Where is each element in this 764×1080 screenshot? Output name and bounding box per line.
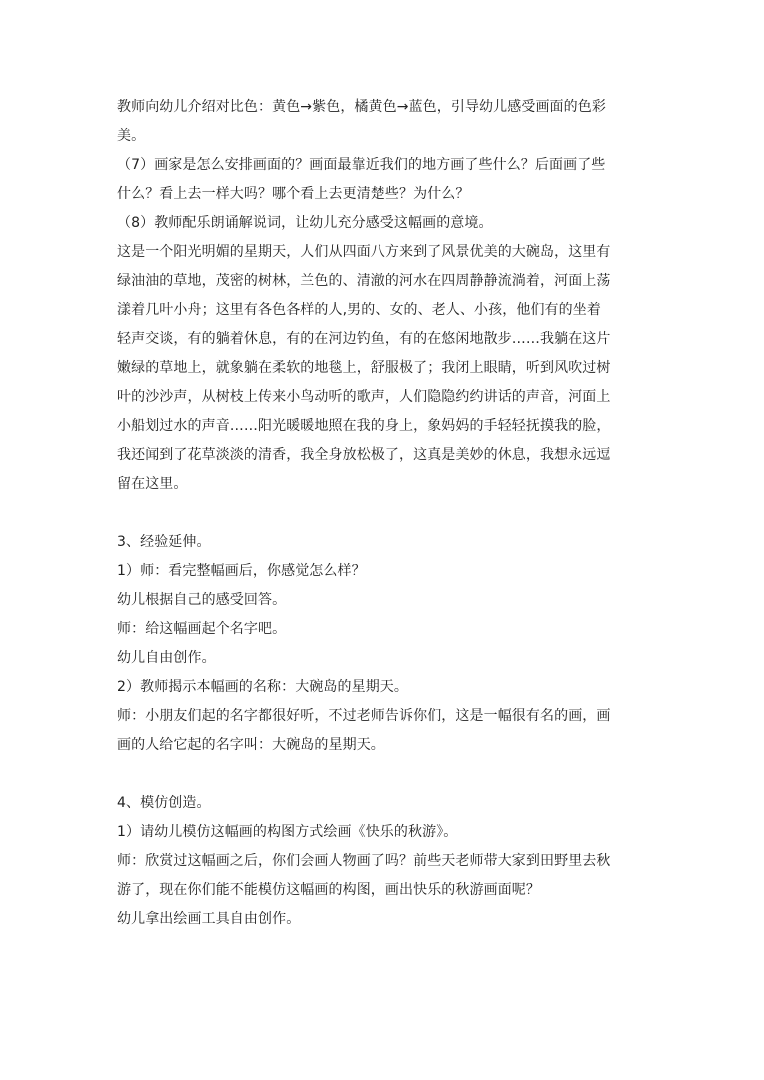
section-heading: 3、经验延伸。 (117, 534, 211, 550)
text-line: 1）师：看完整幅画后，你感觉怎么样？ (117, 563, 366, 579)
text-line: 1）请幼儿模仿这幅画的构图方式绘画《快乐的秋游》。 (117, 824, 458, 840)
text-line: 游了，现在你们能不能模仿这幅画的构图，画出快乐的秋游画面呢？ (117, 882, 540, 898)
text-line: 叶的沙沙声，从树枝上传来小鸟动听的歌声，人们隐隐约约讲话的声音，河面上 (117, 389, 611, 405)
text-line: 这是一个阳光明媚的星期天，人们从四面八方来到了风景优美的大碗岛，这里有 (117, 244, 611, 260)
document-body (117, 93, 662, 934)
text-line: 小船划过水的声音……阳光暖暖地照在我的身上，象妈妈的手轻轻抚摸我的脸， (117, 418, 611, 434)
text-line: 师：给这幅画起个名字吧。 (117, 621, 287, 637)
paragraph-gap (117, 760, 662, 789)
text-line: 幼儿拿出绘画工具自由创作。 (117, 911, 301, 927)
text-line: 嫩绿的草地上，就象躺在柔软的地毯上，舒服极了；我闭上眼睛，听到风吹过树 (117, 360, 611, 376)
text-line: （8）教师配乐朗诵解说词，让幼儿充分感受这幅画的意境。 (117, 215, 493, 231)
text-line: 留在这里。 (117, 476, 188, 492)
section-heading: 4、模仿创造。 (117, 795, 211, 811)
text-line: 绿油油的草地，茂密的树林，兰色的、清澈的河水在四周静静流淌着，河面上荡 (117, 273, 611, 289)
text-line: 幼儿自由创作。 (117, 650, 216, 666)
text-line: 我还闻到了花草淡淡的清香，我全身放松极了，这真是美妙的休息，我想永远逗 (117, 447, 611, 463)
text-line: 师：小朋友们起的名字都很好听，不过老师告诉你们，这是一幅很有名的画，画 (117, 708, 611, 724)
paragraph-gap (117, 499, 662, 528)
text-line: （7）画家是怎么安排画面的？画面最靠近我们的地方画了些什么？后面画了些 (117, 157, 606, 173)
text-line: 美。 (117, 128, 146, 144)
text-line: 画的人给它起的名字叫：大碗岛的星期天。 (117, 737, 385, 753)
text-line: 幼儿根据自己的感受回答。 (117, 592, 287, 608)
text-line: 漾着几叶小舟；这里有各色各样的人,男的、女的、老人、小孩，他们有的坐着 (117, 302, 601, 318)
text-line: 轻声交谈，有的躺着休息，有的在河边钓鱼，有的在悠闲地散步……我躺在这片 (117, 331, 611, 347)
text-line: 师：欣赏过这幅画之后，你们会画人物画了吗？前些天老师带大家到田野里去秋 (117, 853, 611, 869)
text-line: 2）教师揭示本幅画的名称：大碗岛的星期天。 (117, 679, 409, 695)
text-line: 什么？看上去一样大吗？哪个看上去更清楚些？为什么？ (117, 186, 470, 202)
text-line: 教师向幼儿介绍对比色：黄色→紫色，橘黄色→蓝色，引导幼儿感受画面的色彩 (117, 99, 606, 115)
